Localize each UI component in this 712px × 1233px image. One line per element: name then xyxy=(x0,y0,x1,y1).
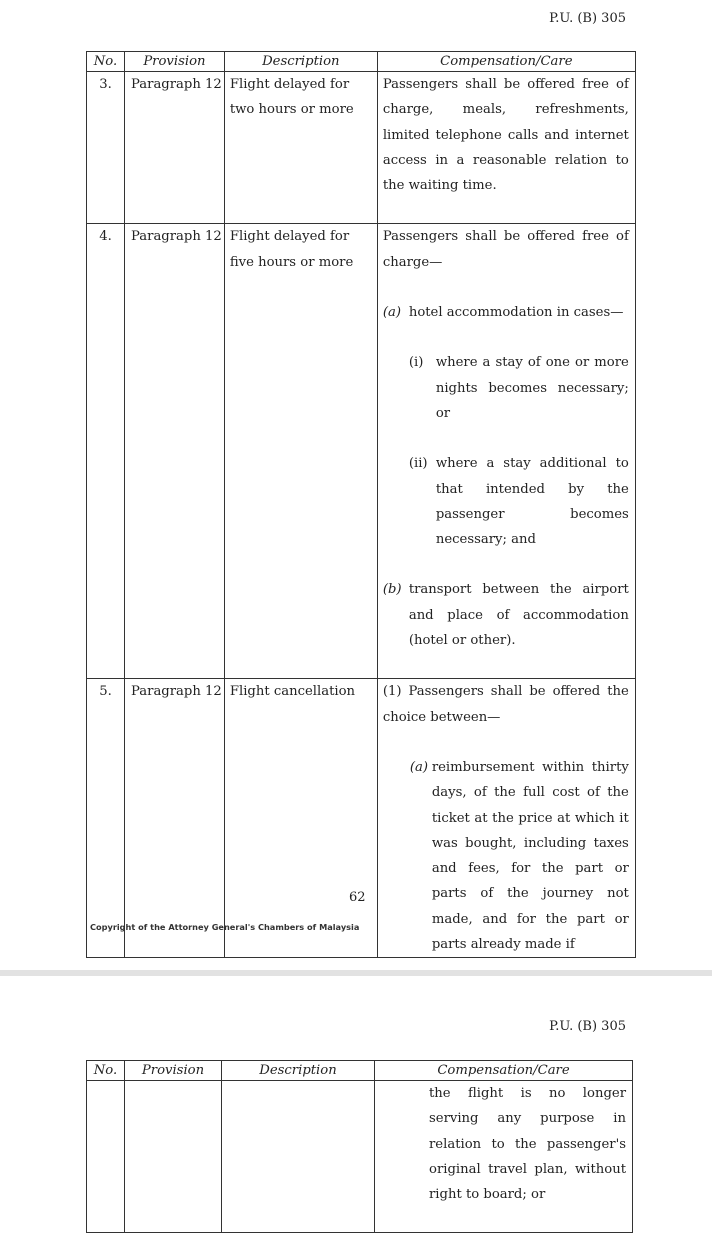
row-provision: Paragraph 12 xyxy=(125,72,225,224)
column-header-compensation: Compensation/Care xyxy=(375,1061,633,1081)
row-description: Flight cancellation xyxy=(224,679,377,958)
row-description: Flight delayed for two hours or more xyxy=(224,72,377,224)
table-row-4 xyxy=(87,224,636,679)
list-text: reimbursement within thirty days, of the full cost of the ticket at the price at which it was bought, including taxes and fees, for the part or parts of the journey not made, and for the part or parts already made if xyxy=(431,759,629,953)
list-text: where a stay additional to that intended by the passenger becomes necessary; and xyxy=(435,456,629,548)
column-header-no: No. xyxy=(87,1061,125,1081)
list-marker: (b) xyxy=(382,582,402,598)
compensation-table-continued xyxy=(86,1060,633,1233)
row-compensation xyxy=(375,1081,633,1233)
compensation-table xyxy=(86,51,636,958)
row-provision: Paragraph 12 xyxy=(125,679,225,958)
row-compensation xyxy=(377,224,635,679)
column-header-description: Description xyxy=(222,1061,375,1081)
list-item-b xyxy=(383,577,629,653)
list-marker: (a) xyxy=(382,305,401,321)
list-marker: (ii) xyxy=(408,456,428,472)
page-number: 62 xyxy=(349,890,366,905)
list-marker: (a) xyxy=(409,759,428,775)
page-header: P.U. (B) 305 xyxy=(549,11,626,26)
column-header-compensation: Compensation/Care xyxy=(377,52,635,72)
page-header: P.U. (B) 305 xyxy=(549,1019,626,1034)
row-number: 5. xyxy=(87,679,125,958)
list-marker: (i) xyxy=(408,355,424,371)
table-header-row xyxy=(87,52,636,72)
list-item-ii xyxy=(409,451,629,552)
copyright-footer: Copyright of the Attorney General's Chambers of Malaysia xyxy=(90,922,360,932)
row-provision: Paragraph 12 xyxy=(125,224,225,679)
table-header-row xyxy=(87,1061,633,1081)
list-item-a xyxy=(383,300,629,325)
row-compensation xyxy=(377,72,635,224)
compensation-intro: (1) Passengers shall be offered the choice between— xyxy=(382,684,629,725)
column-header-provision: Provision xyxy=(125,52,225,72)
list-text: hotel accommodation in cases— xyxy=(408,305,624,321)
list-item-a xyxy=(410,755,629,957)
row-compensation xyxy=(377,679,635,958)
row-number: 4. xyxy=(87,224,125,679)
compensation-text: Passengers shall be offered free of charge, meals, refreshments, limited telephone calls and internet access in a reasonable relation to the waiting time. xyxy=(382,77,629,194)
column-header-no: No. xyxy=(87,52,125,72)
list-item-i xyxy=(409,350,629,426)
table-row-continued xyxy=(87,1081,633,1233)
table-row-3 xyxy=(87,72,636,224)
compensation-intro: Passengers shall be offered free of charge— xyxy=(382,229,629,270)
table-row-5 xyxy=(87,679,636,958)
list-text: transport between the airport and place of accommodation (hotel or other). xyxy=(408,582,629,649)
column-header-description: Description xyxy=(224,52,377,72)
row-number: 3. xyxy=(87,72,125,224)
document-page-63 xyxy=(0,976,712,1203)
row-description: Flight delayed for five hours or more xyxy=(224,224,377,679)
column-header-provision: Provision xyxy=(125,1061,222,1081)
list-text: where a stay of one or more nights becomes necessary; or xyxy=(435,355,629,421)
continuation-text: the flight is no longer serving any purpose in relation to the passenger's original travel plan, without right to board; or xyxy=(429,1086,626,1203)
